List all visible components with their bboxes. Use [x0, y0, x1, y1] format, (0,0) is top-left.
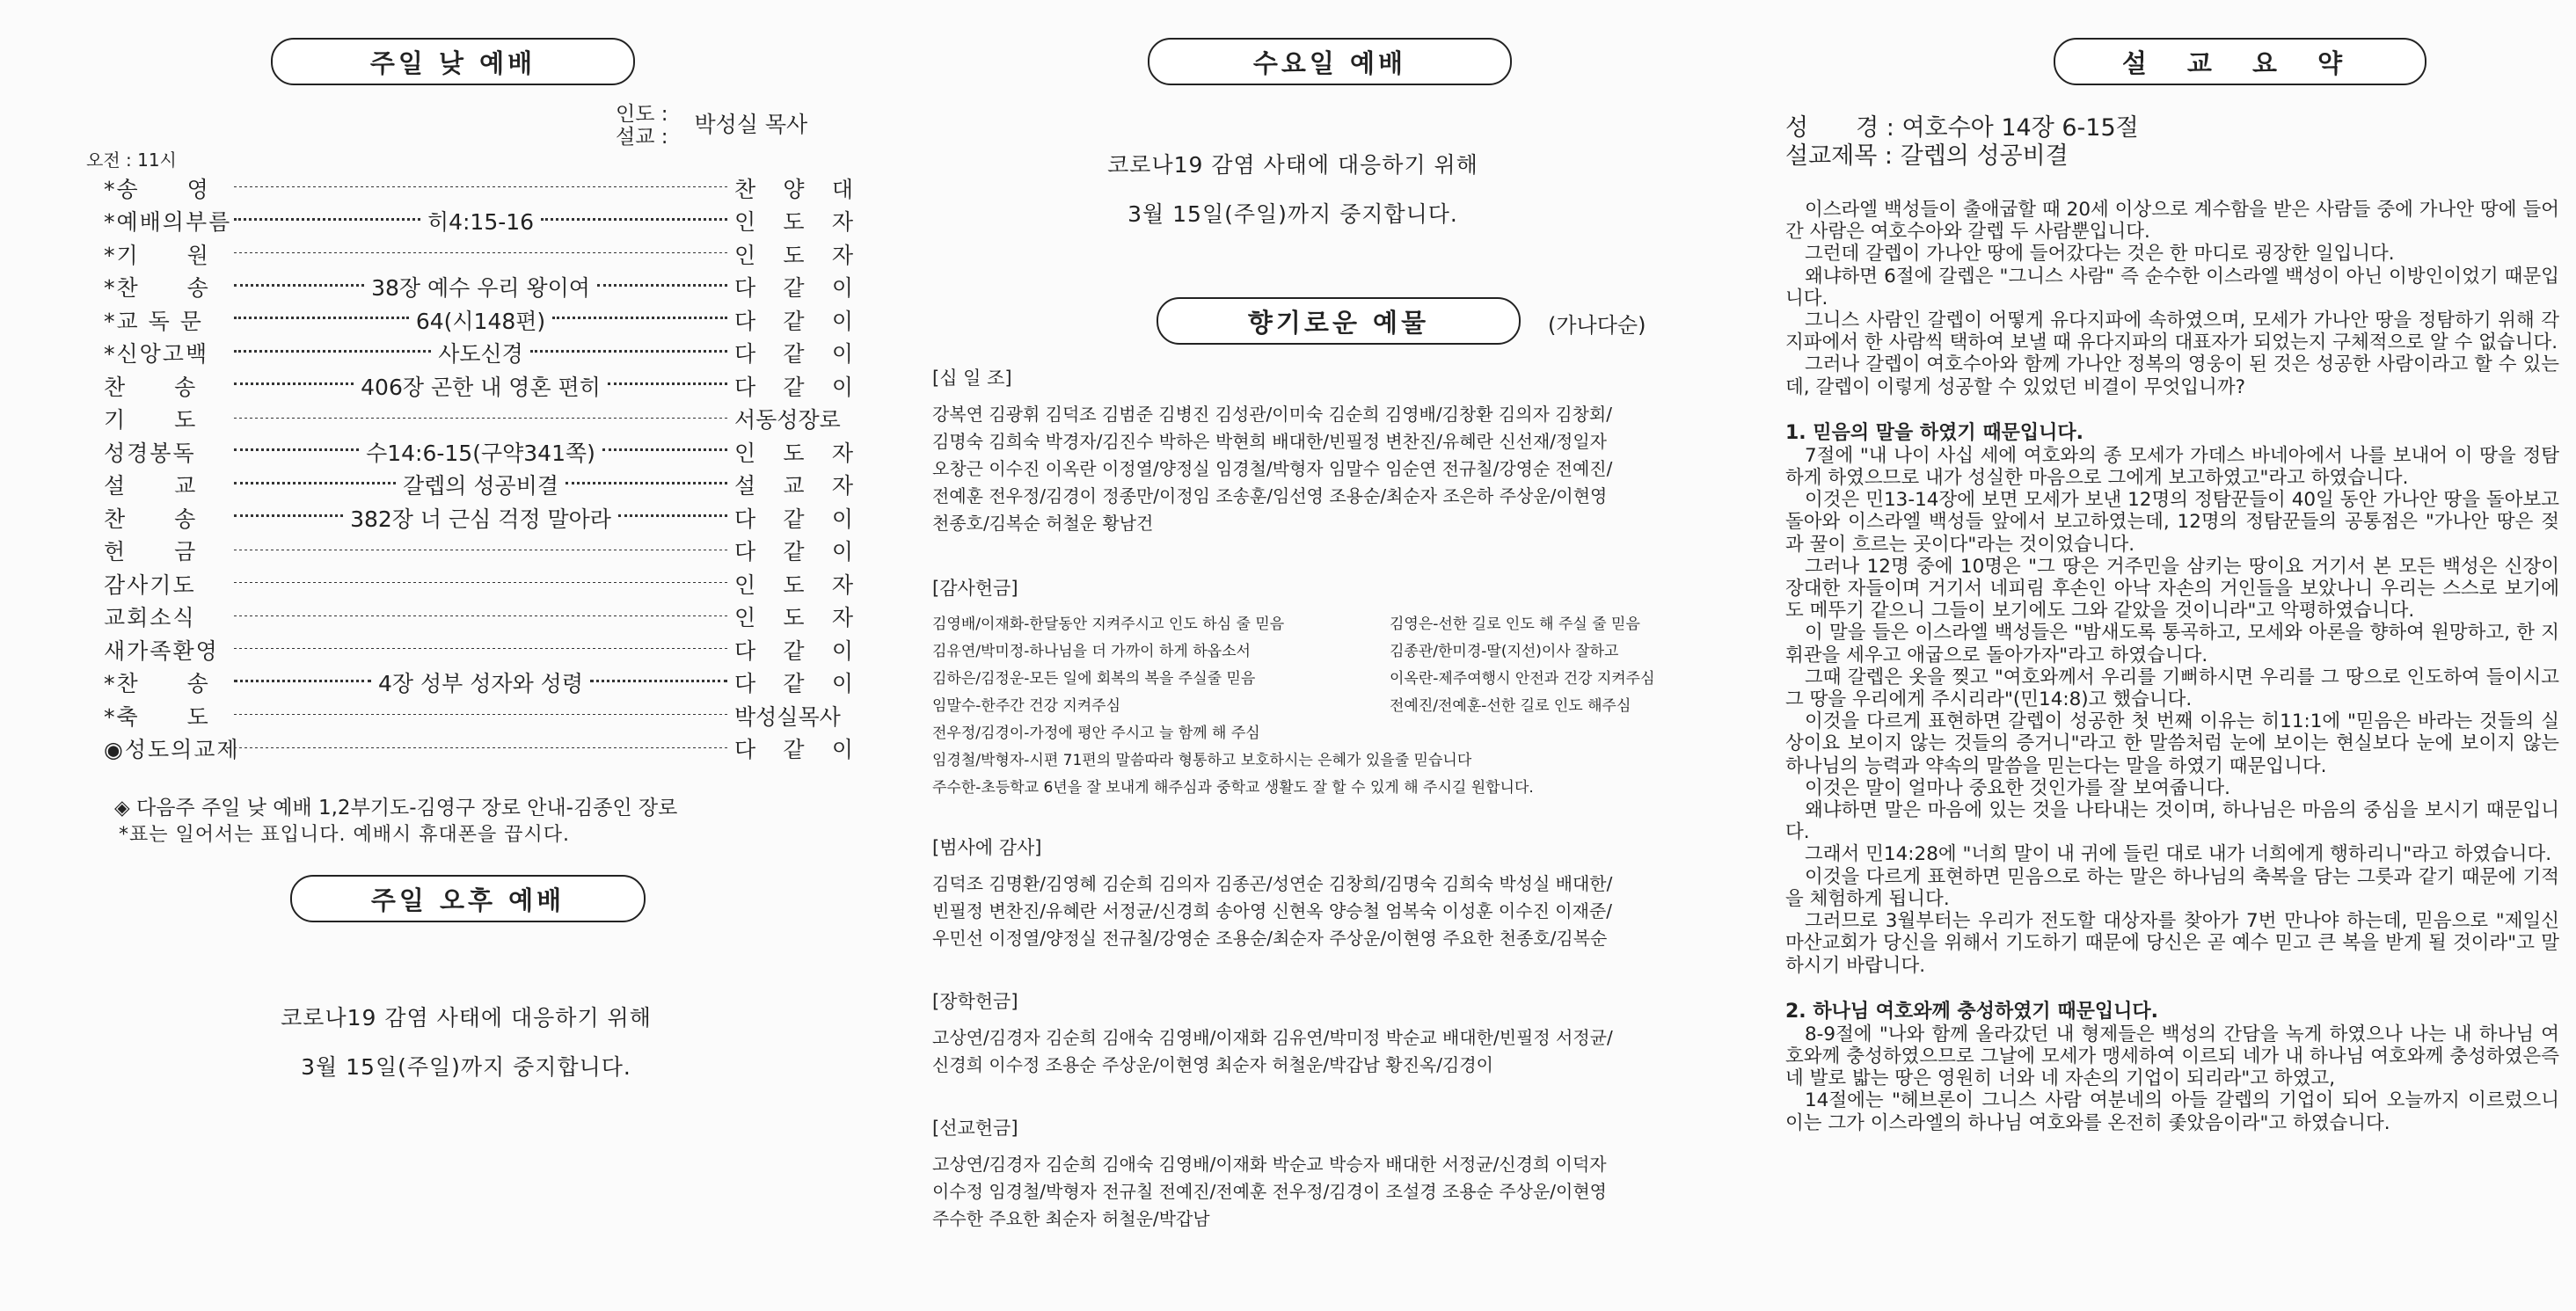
- dot-leader: [234, 218, 420, 221]
- worship-order-leader: [227, 436, 734, 468]
- point-1-title: 1. 믿음의 말을 하였기 때문입니다.: [1785, 421, 2083, 444]
- worship-order-detail: 406장 곤한 내 영혼 편히: [361, 374, 601, 400]
- dot-leader: [234, 186, 727, 187]
- worship-order-row: [79, 633, 853, 666]
- afternoon-notice: [79, 994, 853, 1092]
- dot-leader: [590, 680, 727, 682]
- responder-char: 다: [734, 637, 756, 664]
- worship-order-leader: [227, 186, 734, 189]
- sermon-paragraph: 7절에 "내 나이 사십 세에 여호와의 종 모세가 가데스 바네아에서 나를 보내어 이 땅을 정탐하게 하였으므로 내가 성실한 마음으로 그에게 보고하였고"라고 하였습니다.: [1785, 444, 2559, 490]
- name-line: 빈필정 변찬진/유혜란 서정균/신경희 송아영 신현옥 양승철 엄복숙 이성훈 이수진 이재준/: [932, 900, 1612, 921]
- worship-order-row: [79, 303, 853, 337]
- worship-order-label: 찬 송: [104, 374, 198, 400]
- worship-order-row: [79, 403, 853, 436]
- thanks-grid: [932, 611, 1706, 720]
- responder-char: 이: [831, 671, 853, 697]
- worship-order-row: [79, 732, 853, 766]
- worship-order-label: *교 독 문: [104, 308, 203, 334]
- thanks-line: 임경철/박형자-시편 71편의 말씀따라 형통하고 보호하시는 은혜가 있을줄 믿습니다: [932, 752, 1472, 769]
- dot-leader: [234, 350, 431, 353]
- dot-leader: [234, 747, 727, 748]
- worship-order-detail: 갈렙의 성공비결: [403, 473, 558, 499]
- worship-order-label: 교회소식: [104, 605, 196, 631]
- name-line: 김명숙 김희숙 박경자/김진수 박하은 박현희 배대한/빈필정 변찬진/유혜란 신선재/정일자: [932, 431, 1607, 452]
- responder-char: 이: [831, 308, 853, 334]
- responder-char: 이: [831, 737, 853, 763]
- dot-leader: [618, 514, 727, 517]
- responder-char: 이: [831, 637, 853, 664]
- sermon-title: 갈렙의 성공비결: [1900, 142, 2069, 170]
- name-line: 김덕조 김명환/김영혜 김순희 김의자 김종곤/성연순 김창희/김명숙 김희숙 박성실 배대한/: [932, 873, 1613, 894]
- sermon-paragraph: 그런데 갈렙이 가나안 땅에 들어갔다는 것은 한 마디로 굉장한 일입니다.: [1805, 243, 2395, 266]
- middle-column: [915, 0, 1706, 1311]
- responder-char: 이: [831, 539, 853, 565]
- sermon-intro: [1785, 199, 2559, 398]
- wednesday-service-title: 수요일 예배: [1148, 38, 1512, 85]
- responder-char: 다: [734, 374, 756, 400]
- dot-leader: [234, 448, 359, 451]
- dot-leader: [530, 350, 727, 353]
- thanks-line: 김유연/박미정-하나님을 더 가까이 하게 하옵소서: [932, 643, 1251, 660]
- sermon-paragraph: 이것을 다르게 표현하면 갈렙이 성공한 첫 번째 이유는 히11:1에 "믿음은 바라는 것들의 실상이요 보이지 않는 것들의 증거니"라고 한 말씀처럼 눈에 보이는 현실보다 눈에 보이지 않는 하나님의 능력과 약속의 말씀을 믿는다는 말을 하였기 때문입니다.: [1785, 710, 2559, 777]
- sermon-paragraph: 그러므로 3월부터는 우리가 전도할 대상자를 찾아가 7번 만나야 하는데, 믿음으로 "제일신마산교회가 당신을 위해서 기도하기 때문에 당신은 곧 예수 믿고 큰 복을 받게 될 것이라"고 말하시기 바랍니다.: [1785, 910, 2559, 977]
- worship-order-responder: [734, 370, 853, 402]
- responder-char: 다: [734, 341, 756, 368]
- responder-char: 같: [783, 671, 805, 697]
- worship-order-leader: [227, 747, 734, 750]
- worship-order-row: [79, 435, 853, 469]
- dot-leader: [234, 418, 727, 419]
- sermon-paragraph: 왜냐하면 6절에 갈렙은 "그니스 사람" 즉 순수한 이스라엘 백성이 아닌 이방인이었기 때문입니다.: [1785, 265, 2559, 310]
- scholarship-label: [장학헌금]: [932, 991, 1018, 1012]
- worship-order-row: [79, 205, 853, 238]
- worship-order-leader: [227, 337, 734, 368]
- dot-leader: [608, 382, 727, 385]
- worship-order-label: 성경봉독: [104, 440, 196, 466]
- responder-char: 자: [831, 209, 853, 236]
- worship-order-label: *축 도: [104, 703, 210, 730]
- sermon-paragraph: 이 말을 들은 이스라엘 백성들은 "밤새도록 통곡하고, 모세와 아론을 향하여 원망하고, 한 지휘관을 세우고 애굽으로 돌아가자"라고 하였습니다.: [1785, 622, 2559, 666]
- responder-char: 같: [783, 637, 805, 664]
- sermon-paragraph: 이스라엘 백성들이 출애굽할 때 20세 이상으로 계수함을 받은 사람들 중에 가나안 땅에 들어간 사람은 여호수아와 갈렙 두 사람뿐입니다.: [1785, 199, 2559, 244]
- worship-order-leader: [227, 648, 734, 651]
- responder-char: 인: [734, 572, 756, 598]
- afternoon-notice-line-2: 3월 15일(주일)까지 중지합니다.: [301, 1054, 631, 1080]
- responder-char: 같: [783, 308, 805, 334]
- worship-order-responder: [734, 238, 853, 270]
- responder-char: 같: [783, 539, 805, 565]
- sermon-paragraph: 그때 갈렙은 옷을 찢고 "여호와께서 우리를 기뻐하시면 우리를 그 땅으로 인도하여 들이시고 그 땅을 우리에게 주시리라"(민14:8)고 했습니다.: [1785, 666, 2559, 711]
- responder-char: 박성실목사: [734, 703, 841, 730]
- service-time: 오전 : 11시: [86, 149, 177, 171]
- worship-order-detail: 사도신경: [438, 341, 523, 368]
- worship-order-label: 감사기도: [104, 572, 196, 598]
- worship-order-leader: [227, 370, 734, 402]
- morning-service-title: 주일 낮 예배: [271, 38, 635, 85]
- responder-char: 인: [734, 209, 756, 236]
- thanks-full: [932, 720, 1706, 802]
- thanks-line: 전우정/김경이-가정에 평안 주시고 늘 함께 해 주심: [932, 725, 1260, 742]
- worship-order-leader: [227, 550, 734, 552]
- responder-char: 다: [734, 308, 756, 334]
- worship-order-responder: [734, 568, 853, 600]
- dot-leader: [234, 252, 727, 253]
- responder-char: 자: [831, 242, 853, 268]
- responder-char: 대: [831, 176, 853, 202]
- worship-order-responder: [734, 666, 853, 698]
- thanks-everything-names: [932, 870, 1706, 952]
- thanks-line: 전예진/전예훈-선한 길로 인도 해주심: [1390, 697, 1631, 715]
- responder-char: 도: [783, 242, 805, 268]
- sermon-paragraph: 이것을 다르게 표현하면 믿음으로 하는 말은 하나님의 축복을 담는 그릇과 같기 때문에 기적을 체험하게 됩니다.: [1785, 865, 2559, 910]
- dot-leader: [541, 218, 727, 221]
- wednesday-notice: [915, 141, 1671, 239]
- afternoon-service-title: 주일 오후 예배: [290, 875, 646, 922]
- point-2-title: 2. 하나님 여호와께 충성하였기 때문입니다.: [1785, 1000, 2158, 1023]
- sermon-title-label: 설교제목 :: [1785, 142, 1894, 170]
- responder-char: 도: [783, 440, 805, 466]
- responder-char: 찬: [734, 176, 756, 202]
- sermon-paragraph: 8-9절에 "나와 함께 올라갔던 내 형제들은 백성의 간담을 녹게 하였으나 나는 내 하나님 여호와께 충성하였으므로 그날에 모세가 맹세하여 이르되 네가 내 하나님 여호와께 충성하였은즉 네 발로 밟는 땅은 영원히 너와 네 자손의 기업이 되리라"고 하였고,: [1785, 1023, 2559, 1090]
- worship-order-row: [79, 271, 853, 304]
- worship-order-label: 찬 송: [104, 506, 198, 532]
- mission-names: [932, 1151, 1706, 1233]
- worship-order-leader: [227, 271, 734, 302]
- leader-name: 박성실 목사: [694, 112, 808, 137]
- point-1-body: [1785, 445, 2559, 977]
- thanks-line: 김종관/한미경-딸(지선)이사 잘하고: [1390, 643, 1619, 660]
- dot-leader: [234, 680, 371, 682]
- worship-order-detail: 수14:6-15(구약341쪽): [366, 440, 595, 466]
- responder-char: 다: [734, 275, 756, 302]
- responder-char: 같: [783, 275, 805, 302]
- responder-char: 교: [783, 473, 805, 499]
- sermon-paragraph: 그니스 사람인 갈렙이 어떻게 유다지파에 속하였으며, 모세가 가나안 땅을 정탐하기 위해 각 지파에서 한 사람씩 택하여 보낼 때 유다지파의 대표자가 되었는지 구체적으로 알 수 없습니다.: [1785, 310, 2559, 354]
- worship-order-leader: [227, 252, 734, 255]
- thanks-line: 김영은-선한 길로 인도 해 주실 줄 믿음: [1390, 615, 1640, 633]
- name-line: 신경희 이수정 조용순 주상운/이현영 최순자 허철운/박갑남 황진옥/김경이: [932, 1054, 1493, 1075]
- dot-leader: [602, 448, 727, 451]
- preacher-label: 설교 :: [616, 126, 668, 149]
- dot-leader: [234, 284, 364, 287]
- worship-order-responder: [734, 634, 853, 666]
- worship-order-responder: [734, 172, 853, 204]
- responder-char: 다: [734, 671, 756, 697]
- mission-label: [선교헌금]: [932, 1118, 1018, 1139]
- worship-order-detail: 4장 성부 성자와 성령: [378, 671, 583, 697]
- sermon-summary-title: 설 교 요 약: [2054, 38, 2426, 85]
- worship-order-responder: [734, 469, 853, 500]
- thanks-label: [감사헌금]: [932, 578, 1018, 599]
- worship-order-responder: [734, 732, 853, 764]
- tithe-names: [932, 401, 1706, 537]
- worship-order-responder: [734, 436, 853, 468]
- worship-order-responder: [734, 700, 853, 732]
- left-column: [79, 0, 862, 1311]
- name-line: 강복연 김광휘 김덕조 김범준 김병진 김성관/이미숙 김순희 김영배/김창환 김의자 김창회/: [932, 404, 1612, 425]
- responder-char: 도: [783, 605, 805, 631]
- dot-leader: [597, 284, 727, 287]
- name-line: 전예훈 전우정/김경이 정종만/이정임 조송훈/임선영 조용순/최순자 조은하 주상운/이현영: [932, 485, 1608, 506]
- dot-leader: [234, 582, 727, 583]
- worship-order-row: [79, 535, 853, 568]
- wednesday-notice-line-2: 3월 15일(주일)까지 중지합니다.: [1127, 201, 1458, 227]
- responder-char: 다: [734, 506, 756, 532]
- sermon-meta: [1785, 114, 2139, 171]
- responder-char: 자: [831, 605, 853, 631]
- responder-char: 양: [783, 176, 805, 202]
- name-line: 주수한 주요한 최순자 허철운/박갑남: [932, 1208, 1210, 1229]
- worship-order-detail: 382장 너 근심 걱정 말아라: [350, 506, 611, 532]
- responder-char: 이: [831, 275, 853, 302]
- sermon-paragraph: 그러나 12명 중에 10명은 "그 땅은 거주민을 삼키는 땅이요 거기서 본 모든 백성은 신장이 장대한 자들이며 거기서 네피림 후손인 아낙 자손의 거인들을 보았나니 우리는 스스로 보기에도 메뚜기 같으니 그들이 보기에도 그와 같았을 것이니라"고 악평하였습니다.: [1785, 555, 2559, 623]
- worship-order-leader: [227, 714, 734, 717]
- worship-order-responder: [734, 337, 853, 368]
- worship-order-label: *기 원: [104, 242, 210, 268]
- worship-order-row: [79, 601, 853, 634]
- right-column: [1777, 0, 2559, 1311]
- sermon-paragraph: 그러나 갈렙이 여호수아와 함께 가나안 정복의 영웅이 된 것은 성공한 사람이라고 할 수 있는데, 갈렙이 이렇게 성공할 수 있었던 비결이 무엇입니까?: [1785, 353, 2559, 398]
- worship-order-responder: [734, 535, 853, 566]
- scripture-label: 성 경 :: [1785, 114, 1894, 142]
- name-line: 오창근 이수진 이옥란 이정열/양정실 임경철/박형자 임말수 임순연 전규칠/강영순 전예진/: [932, 458, 1613, 479]
- worship-order-label: ◉성도의교제: [104, 737, 240, 763]
- worship-order-detail: 히4:15-16: [427, 209, 535, 236]
- responder-char: 설: [734, 473, 756, 499]
- worship-order-row: [79, 469, 853, 502]
- worship-order-row: [79, 501, 853, 535]
- responder-char: 도: [783, 209, 805, 236]
- thanks-right: [1390, 611, 1706, 720]
- worship-order-leader: [227, 304, 734, 336]
- responder-char: 다: [734, 737, 756, 763]
- responder-char: 인: [734, 242, 756, 268]
- worship-order-label: *찬 송: [104, 671, 210, 697]
- name-line: 천종호/김복순 허철운 황남건: [932, 513, 1154, 534]
- thanks-line: 김하은/김정운-모든 일에 회복의 복을 주실줄 믿음: [932, 670, 1256, 688]
- responder-char: 서동성장로: [734, 407, 841, 433]
- sermon-paragraph: 이것은 말이 얼마나 중요한 것인가를 잘 보여줍니다.: [1805, 776, 2230, 799]
- thanks-line: 이옥란-제주여행시 안전과 건강 지켜주심: [1390, 670, 1655, 688]
- worship-order-row: [79, 337, 853, 370]
- worship-order-responder: [734, 403, 853, 434]
- name-line: 이수정 임경철/박형자 전규칠 전예진/전예훈 전우정/김경이 조설경 조용순 주상운/이현영: [932, 1181, 1607, 1202]
- worship-order-leader: [227, 615, 734, 618]
- worship-order-row: [79, 699, 853, 732]
- worship-order-leader: [227, 418, 734, 420]
- worship-order-label: *신앙고백: [104, 341, 209, 368]
- worship-order-label: 새가족환영: [104, 637, 219, 664]
- standing-note: *표는 일어서는 표입니다. 예배시 휴대폰을 끕시다.: [119, 824, 570, 846]
- worship-order-detail: 38장 예수 우리 왕이여: [371, 275, 590, 302]
- responder-char: 자: [831, 473, 853, 499]
- worship-order-label: 설 교: [104, 473, 198, 499]
- next-week-note: ◈ 다음주 주일 낮 예배 1,2부기도-김영구 장로 안내-김종인 장로: [114, 797, 678, 819]
- responder-char: 자: [831, 572, 853, 598]
- dot-leader: [234, 317, 409, 319]
- name-line: 우민선 이정열/양정실 전규칠/강영순 조용순/최순자 주상운/이현영 주요한 천종호/김복순: [932, 928, 1608, 949]
- dot-leader: [234, 648, 727, 649]
- responder-char: 이: [831, 506, 853, 532]
- thanks-line: 임말수-한주간 건강 지켜주심: [932, 697, 1121, 715]
- sermon-paragraph: 14절에는 "헤브론이 그니스 사람 여분네의 아들 갈렙의 기업이 되어 오늘까지 이르렀으니 이는 그가 이스라엘의 하나님 여호와를 온전히 좇았음이라"고 하였습니다.: [1785, 1089, 2559, 1134]
- worship-order-label: *예배의부름: [104, 209, 232, 236]
- tithe-label: [십 일 조]: [932, 368, 1012, 389]
- sermon-paragraph: 왜냐하면 말은 마음에 있는 것을 나타내는 것이며, 하나님은 마음의 중심을 보시기 때문입니다.: [1785, 799, 2559, 844]
- worship-order-detail: 64(시148편): [415, 308, 546, 334]
- dot-leader: [234, 382, 354, 385]
- point-2-body: [1785, 1023, 2559, 1134]
- dot-leader: [234, 514, 343, 517]
- thanks-line: 주수한-초등학교 6년을 잘 보내게 해주심과 중학교 생활도 잘 할 수 있게 해 주시길 원합니다.: [932, 779, 1534, 797]
- responder-char: 다: [734, 539, 756, 565]
- responder-char: 같: [783, 506, 805, 532]
- worship-order-list: [79, 171, 853, 765]
- wednesday-notice-line-1: 코로나19 감염 사태에 대응하기 위해: [1107, 152, 1478, 178]
- name-line: 고상연/김경자 김순희 김애숙 김영배/이재화 박순교 박승자 배대한 서정균/신경희 이덕자: [932, 1154, 1607, 1175]
- worship-order-responder: [734, 304, 853, 336]
- worship-order-row: [79, 171, 853, 205]
- responder-char: 이: [831, 341, 853, 368]
- leader-block: [616, 103, 807, 149]
- sermon-paragraph: 그래서 민14:28에 "너희 말이 내 귀에 들린 대로 내가 너희에게 행하리니"라고 하였습니다.: [1805, 843, 2552, 866]
- leader-label: 인도 :: [616, 103, 668, 126]
- dot-leader: [552, 317, 727, 319]
- thanks-line: 김영배/이재화-한달동안 지켜주시고 인도 하심 줄 믿음: [932, 615, 1285, 633]
- scholarship-names: [932, 1024, 1706, 1079]
- responder-char: 인: [734, 440, 756, 466]
- worship-order-leader: [227, 205, 734, 237]
- dot-leader: [234, 615, 727, 616]
- sermon-body: [1785, 199, 2559, 1134]
- worship-order-responder: [734, 205, 853, 237]
- worship-order-leader: [227, 582, 734, 585]
- responder-char: 같: [783, 737, 805, 763]
- thanks-everything-label: [범사에 감사]: [932, 837, 1042, 858]
- sermon-paragraph: 이것은 민13-14장에 보면 모세가 보낸 12명의 정탐꾼들이 40일 동안 가나안 땅을 돌아보고 돌아와 이스라엘 백성들 앞에서 보고하였는데, 12명의 정탐꾼들의 공통점은 "가나안 땅은 젖과 꿀이 흐르는 곳이다"라는 것이었습니다.: [1785, 489, 2559, 556]
- worship-order-responder: [734, 271, 853, 302]
- worship-order-row: [79, 666, 853, 700]
- afternoon-notice-line-1: 코로나19 감염 사태에 대응하기 위해: [281, 1005, 652, 1031]
- scripture-ref: 여호수아 14장 6-15절: [1901, 114, 2139, 142]
- responder-char: 인: [734, 605, 756, 631]
- dot-leader: [234, 482, 396, 484]
- offering-title: 향기로운 예물: [1157, 297, 1521, 345]
- worship-order-leader: [227, 666, 734, 698]
- offering-lists: [932, 345, 1706, 1233]
- worship-order-label: *찬 송: [104, 275, 210, 302]
- responder-char: 도: [783, 572, 805, 598]
- thanks-left: [932, 611, 1390, 720]
- worship-order-label: *송 영: [104, 176, 210, 202]
- worship-order-leader: [227, 502, 734, 534]
- worship-order-label: 헌 금: [104, 539, 198, 565]
- worship-order-responder: [734, 601, 853, 632]
- worship-order-row: [79, 237, 853, 271]
- responder-char: 같: [783, 341, 805, 368]
- dot-leader: [234, 714, 727, 715]
- worship-order-label: 기 도: [104, 407, 198, 433]
- name-line: 고상연/김경자 김순희 김애숙 김영배/이재화 김유연/박미정 박순교 배대한/빈필정 서정균/: [932, 1027, 1613, 1048]
- worship-order-row: [79, 567, 853, 601]
- responder-char: 같: [783, 374, 805, 400]
- responder-char: 자: [831, 440, 853, 466]
- worship-order-leader: [227, 469, 734, 500]
- worship-order-row: [79, 369, 853, 403]
- worship-order-responder: [734, 502, 853, 534]
- dot-leader: [566, 482, 727, 484]
- offering-order-note: (가나다순): [1548, 313, 1646, 338]
- responder-char: 이: [831, 374, 853, 400]
